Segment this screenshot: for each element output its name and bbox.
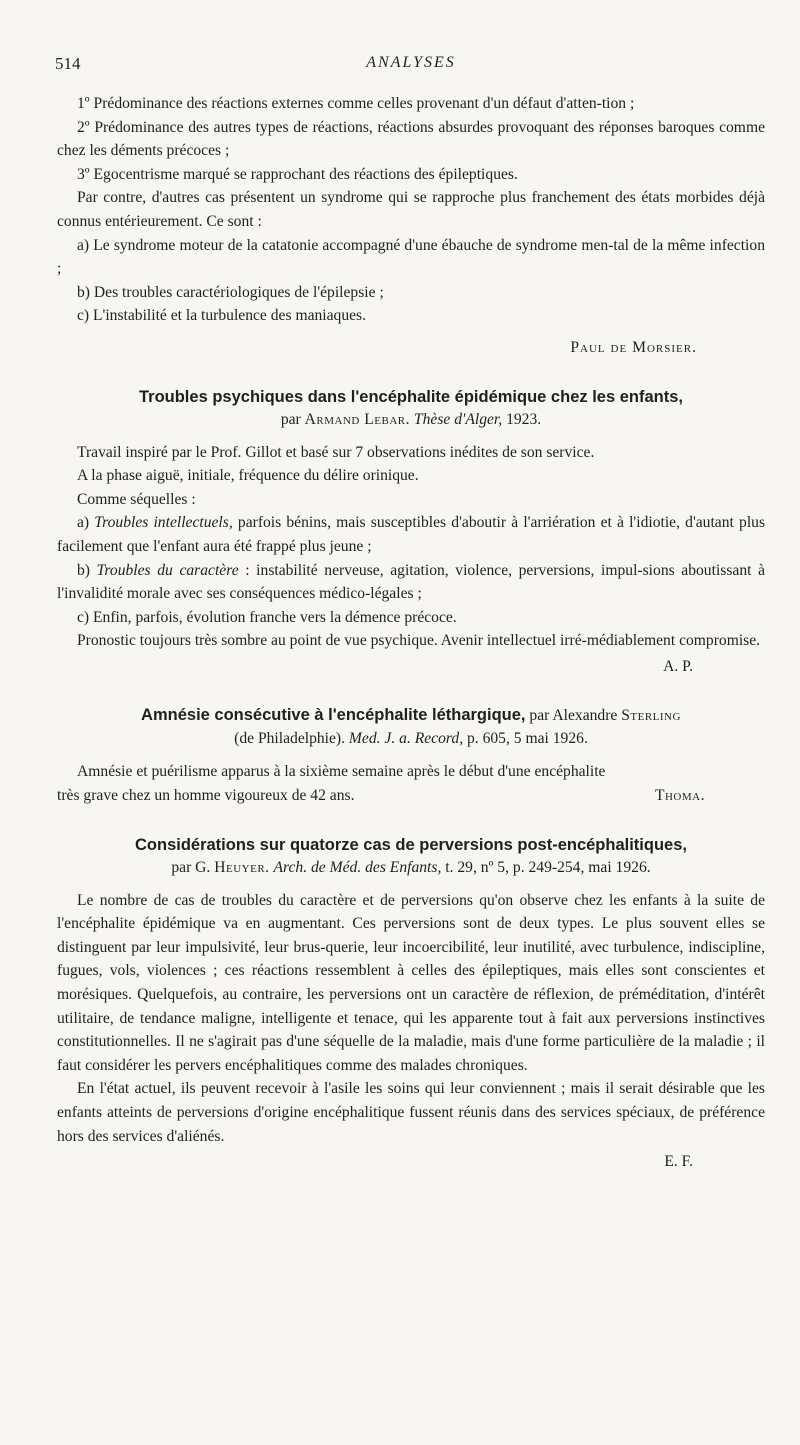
page-number: 514 bbox=[55, 54, 81, 73]
article-2-journal: Med. J. a. Record, bbox=[348, 730, 464, 748]
article-1-author: Armand Lebar. bbox=[304, 410, 411, 428]
article-1-a-label: a) bbox=[77, 514, 95, 532]
intro-section bbox=[57, 92, 765, 360]
article-2-p1b: très grave chez un homme vigoureux de 42 ans. bbox=[57, 787, 355, 805]
intro-item-3: 3º Egocentrisme marqué se rapprochant des réactions des épileptiques. bbox=[77, 165, 518, 183]
page-header bbox=[55, 54, 767, 80]
intro-item-1: 1º Prédominance des réactions externes comme celles provenant d'un défaut d'atten-tion ; bbox=[77, 95, 635, 112]
article-2 bbox=[57, 704, 765, 807]
article-1-a-title: Troubles intellectuels, bbox=[94, 514, 233, 532]
article-3-signature: E. F. bbox=[664, 1153, 693, 1171]
article-3 bbox=[57, 834, 765, 1174]
article-1-source: Thèse d'Alger, bbox=[413, 410, 503, 428]
intro-item-c: c) L'instabilité et la turbulence des maniaques. bbox=[77, 307, 367, 325]
article-1-p1: Travail inspiré par le Prof. Gillot et basé sur 7 observations inédites de son service. bbox=[77, 443, 595, 461]
article-3-journal: Arch. de Méd. des Enfants, bbox=[273, 858, 442, 876]
intro-item-b: b) Des troubles caractériologiques de l'épilepsie ; bbox=[77, 283, 384, 301]
article-1-item-c: c) Enfin, parfois, évolution franche vers la démence précoce. bbox=[77, 608, 457, 626]
running-title: ANALYSES bbox=[366, 54, 456, 71]
article-3-byline bbox=[57, 856, 765, 879]
article-1-signature: A. P. bbox=[663, 657, 693, 675]
article-1-item-b bbox=[57, 559, 765, 606]
article-1 bbox=[57, 386, 765, 679]
article-2-origin: (de Philadelphie). bbox=[234, 730, 349, 748]
intro-signature: Paul de Morsier. bbox=[570, 338, 697, 356]
article-1-b-title: Troubles du caractère bbox=[96, 561, 239, 579]
article-2-ref bbox=[57, 727, 765, 750]
article-1-item-a bbox=[57, 511, 765, 558]
article-3-author: Heuyer. bbox=[214, 858, 270, 876]
page-body bbox=[57, 92, 765, 1174]
article-1-by: par bbox=[280, 410, 305, 428]
article-1-title: Troubles psychiques dans l'encéphalite épidémique chez les enfants, bbox=[138, 387, 683, 406]
article-1-b-label: b) bbox=[77, 561, 97, 579]
article-2-date: p. 605, 5 mai 1926. bbox=[463, 730, 588, 748]
article-3-p1: Le nombre de cas de troubles du caractère et de perversions qu'on observe chez les enfants à la suite de l'encéphalite épidémique va en augmentant. Ces perversions sont de deux types. Le plus souvent elles se distinguent par leur impulsivité, leur brus-querie, leur incoercibilité, leur inutilité, avec turbulence, indiscipline, fugues, vols, violences ; ces réactions ressemblent à celles des épileptiques, mais elles sont conscientes et morésiques. Quelquefois, au contraire, les perversions ont un caractère de réflexion, de préméditation, d'intérêt utilitaire, de tendance maligne, intelligente et tenace, qui les apparente tout à fait aux perversions instinctives constitutionnelles. Il ne s'agirait pas d'une séquelle de la maladie, mais d'une forme particulière de la maladie ; il faut considérer les pervers encéphalitiques comme des malades chroniques. bbox=[57, 891, 765, 1074]
article-2-author: Sterling bbox=[621, 707, 681, 725]
article-1-year: 1923. bbox=[506, 410, 542, 428]
article-2-by: par Alexandre bbox=[525, 707, 622, 725]
article-1-p3: Comme séquelles : bbox=[77, 490, 196, 508]
article-1-a-text: parfois bénins, mais susceptibles d'aboutir à l'arriération et à l'idiotie, d'autant plus facilement que l'enfant aura été frappé plus jeune ; bbox=[57, 514, 766, 555]
article-3-p2: En l'état actuel, ils peuvent recevoir à l'asile les soins qui leur conviennent ; mais il serait désirable que les enfants atteints de perversions d'origine encéphalitique fussent réunis dans des services spéciaux, de préférence hors des services d'aliénés. bbox=[57, 1080, 765, 1145]
article-1-p2: A la phase aiguë, initiale, fréquence du délire orinique. bbox=[77, 467, 419, 485]
article-2-title: Amnésie consécutive à l'encéphalite léthargique, bbox=[141, 706, 526, 725]
article-2-heading bbox=[57, 704, 765, 727]
article-1-byline bbox=[57, 408, 765, 431]
article-2-signature: Thoma. bbox=[654, 787, 705, 805]
article-1-p4: Pronostic toujours très sombre au point de vue psychique. Avenir intellectuel irré-médiablement compromise. bbox=[77, 632, 761, 650]
intro-paragraph: Par contre, d'autres cas présentent un syndrome qui se rapproche plus franchement des états morbides déjà connus entérieurement. Ce sont : bbox=[57, 189, 765, 230]
article-3-by: par G. bbox=[171, 858, 215, 876]
intro-item-a: a) Le syndrome moteur de la catatonie accompagné d'une ébauche de syndrome men-tal de la même infection ; bbox=[57, 236, 765, 278]
article-2-last-line bbox=[57, 784, 765, 808]
article-2-p1a: Amnésie et puérilisme apparus à la sixième semaine après le début d'une encéphalite bbox=[77, 763, 606, 781]
intro-item-2: 2º Prédominance des autres types de réactions, réactions absurdes provoquant des réponses baroques comme chez les déments précoces ; bbox=[57, 118, 765, 160]
article-1-b-text: : instabilité nerveuse, agitation, violence, perversions, impul-sions aboutissant à l'invalidité morale avec ses conséquences médico-légales ; bbox=[57, 561, 765, 603]
article-3-ref: t. 29, nº 5, p. 249-254, mai 1926. bbox=[441, 858, 651, 876]
article-3-title: Considérations sur quatorze cas de perversions post-encéphalitiques, bbox=[135, 835, 687, 854]
